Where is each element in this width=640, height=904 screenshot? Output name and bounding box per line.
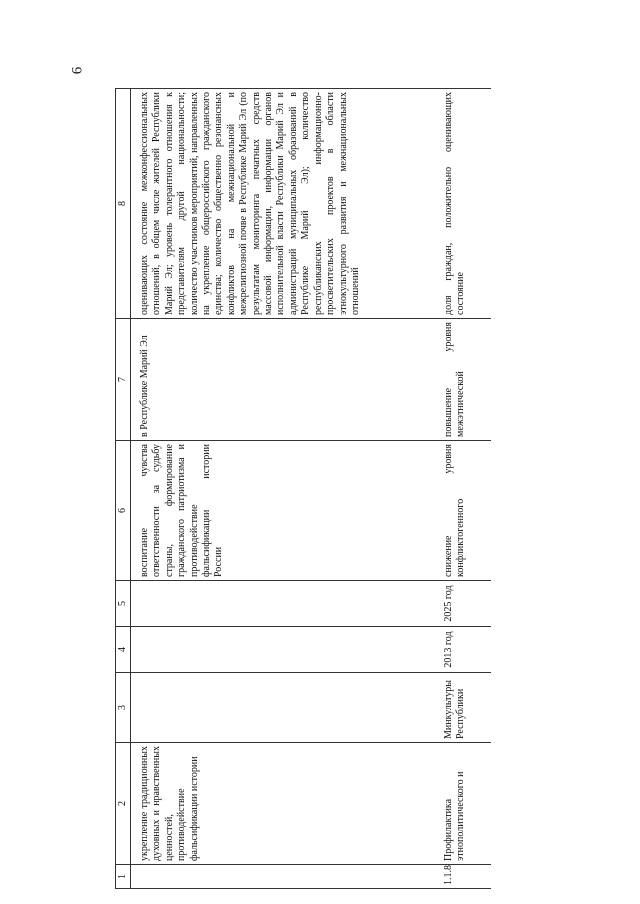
col-header-4: 4	[116, 627, 131, 673]
start-year-cell	[137, 627, 441, 673]
table-row	[137, 89, 441, 889]
row-number-cell	[137, 865, 441, 889]
goal-cell: воспитание чувства ответственности за судьбу страны, формирование гражданского патриотизма и противодействие фальсификации истории России	[137, 441, 441, 581]
column-number-header	[116, 89, 131, 889]
row-number-cell: 1.1.8	[441, 865, 491, 889]
executor-cell: Минкультуры Республики	[441, 673, 491, 743]
col-header-1: 1	[116, 865, 131, 889]
region-cell: повышение уровня межэтнической	[441, 319, 491, 441]
col-header-3: 3	[116, 673, 131, 743]
program-table	[115, 88, 491, 889]
region-cell: в Республике Марий Эл	[137, 319, 441, 441]
measure-name-cell: укрепление традиционных духовных и нравственных ценностей, противодействие фальсификации истории	[137, 743, 441, 865]
page-number: 6	[69, 66, 86, 75]
start-year-cell: 2013 год	[441, 627, 491, 673]
table-row	[441, 89, 491, 889]
end-year-cell: 2025 год	[441, 581, 491, 627]
measure-name-cell: Профилактика этнополитического и	[441, 743, 491, 865]
executor-cell	[137, 673, 441, 743]
indicators-cell: оценивающих состояние межконфессиональных отношений, в общем числе жителей Республики Марий Эл; уровень толерантного отношения к представителям другой национальности; количество участников мероприятий, направленных на укрепление общероссийского гражданского единства; количество общественно резонансных конфликтов на межнациональной и межрелигиозной почве в Республике Марий Эл (по результатам мониторинга печатных средств массовой информации, информации органов исполнительной власти Республики Марий Эл и администраций муниципальных образований в Республике Марий Эл); количество республиканских информационно-просветительских проектов в области этнокультурного развития и межнациональных отношений	[137, 89, 441, 319]
col-header-5: 5	[116, 581, 131, 627]
col-header-8: 8	[116, 89, 131, 319]
end-year-cell	[137, 581, 441, 627]
indicators-cell: доля граждан, положительно оценивающих состояние	[441, 89, 491, 319]
col-header-2: 2	[116, 743, 131, 865]
col-header-6: 6	[116, 441, 131, 581]
col-header-7: 7	[116, 319, 131, 441]
rotated-table-page	[115, 89, 635, 889]
goal-cell: снижение уровня конфликтогенного	[441, 441, 491, 581]
